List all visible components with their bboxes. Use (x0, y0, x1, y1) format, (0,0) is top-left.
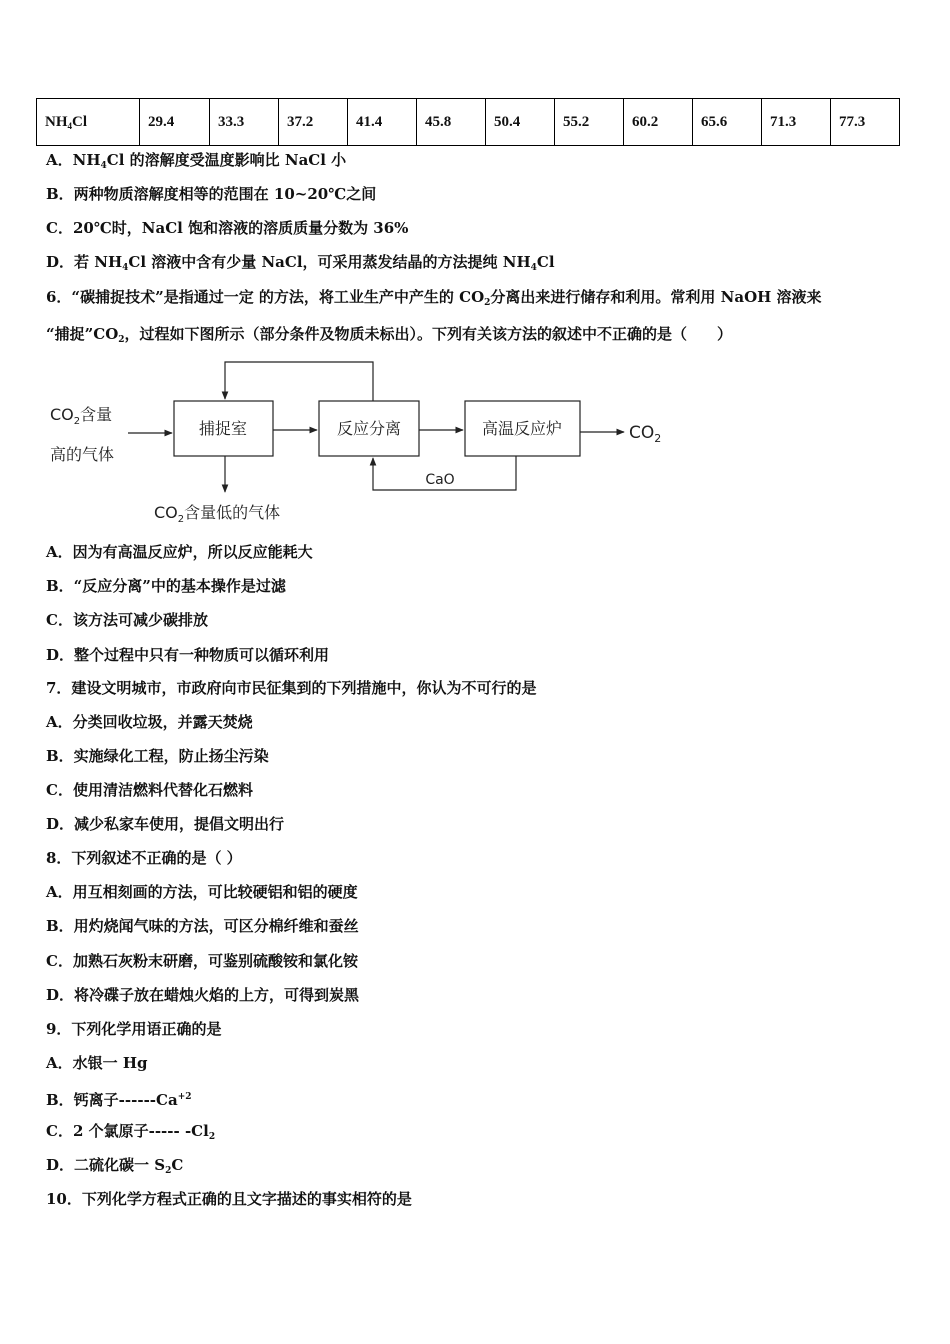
q6-option-b: B．“反应分离”中的基本操作是过滤 (46, 577, 286, 595)
q6-stem-line2: “捕捉$”CO_2$，过程如下图所示（部分条件及物质未标出）。下列有关该方法的叙述中不正确的是（ ） (46, 325, 733, 345)
table-row (37, 99, 900, 146)
low-co2-gas-label: $CO_2$含量低的气体 (154, 503, 281, 525)
cao-label: CaO (425, 472, 455, 488)
high-temp-furnace-label: 高温反应炉 (481, 419, 563, 438)
q7-option-c: C．使用清洁燃料代替化石燃料 (46, 781, 253, 799)
table-cell: 50.4 (486, 99, 555, 146)
solubility-table (36, 98, 900, 146)
input-gas-label-line1: $CO_2$含量 (50, 405, 113, 427)
q8-option-b: B．用灼烧闻气味的方法，可区分棉纤维和蚕丝 (46, 917, 359, 935)
q5-option-c: C．20℃时，NaCl 饱和溶液的溶质质量分数为 36% (46, 219, 409, 237)
table-cell: 71.3 (762, 99, 831, 146)
q8-option-d: D．将冷碟子放在蜡烛火焰的上方，可得到炭黑 (46, 986, 360, 1004)
q9-option-a: A．水银一 Hg (46, 1054, 148, 1072)
q8-stem: 8．下列叙述不正确的是（ ） (46, 849, 242, 867)
q6-option-d: D．整个过程中只有一种物质可以循环利用 (46, 646, 330, 664)
q6-option-c: C．该方法可减少碳排放 (46, 611, 208, 629)
input-gas-label-line2: 高的气体 (50, 445, 115, 464)
q7-stem: 7．建设文明城市，市政府向市民征集到的下列措施中，你认为不可行的是 (46, 679, 537, 697)
q8-option-a: A．用互相刻画的方法，可比较硬铝和铝的硬度 (46, 883, 358, 901)
q5-option-a: A．$NH_4Cl$ 的溶解度受温度影响比 NaCl 小 (46, 151, 347, 171)
table-cell: 45.8 (417, 99, 486, 146)
reaction-separation-label: 反应分离 (336, 419, 402, 438)
q6-option-a: A．因为有高温反应炉，所以反应能耗大 (46, 543, 313, 561)
capture-chamber-label: 捕捉室 (198, 419, 248, 438)
table-row-label: $NH_4Cl$ (37, 99, 140, 146)
recycle-loop-top (225, 362, 373, 401)
q7-option-a: A．分类回收垃圾，并露天焚烧 (46, 713, 253, 731)
table-cell: 29.4 (140, 99, 210, 146)
table-cell: 60.2 (624, 99, 693, 146)
table-cell: 55.2 (555, 99, 624, 146)
table-cell: 41.4 (348, 99, 417, 146)
table-cell: 33.3 (210, 99, 279, 146)
q6-stem-line1: 6．“碳捕捉技术”是指通过一定 的方法，将工业生产中产生的 $CO_2$分离出来进行储存和利用。常利用 NaOH 溶液来 (46, 288, 822, 308)
q10-stem: 10．下列化学方程式正确的且文字描述的事实相符的是 (46, 1190, 412, 1208)
q9-option-c: C．2 个氯原子----- $-Cl_2$ (46, 1122, 216, 1142)
output-co2-label: $CO_2$ (629, 423, 662, 445)
q9-option-b: B．钙离子$------Ca^{+2}$ (46, 1091, 192, 1109)
q5-option-b: B．两种物质溶解度相等的范围在 10~20℃之间 (46, 185, 377, 203)
q7-option-b: B．实施绿化工程，防止扬尘污染 (46, 747, 269, 765)
q7-option-d: D．减少私家车使用，提倡文明出行 (46, 815, 285, 833)
process-diagram (40, 360, 700, 530)
q5-option-d: D．若 $NH_4Cl$ 溶液中含有少量 NaCl，可采用蒸发结晶的方法提纯 $NH_4Cl$ (46, 253, 555, 273)
q9-option-d: D．二硫化碳一 $S_2C$ (46, 1156, 184, 1176)
q8-option-c: C．加熟石灰粉末研磨，可鉴别硫酸铵和氯化铵 (46, 952, 358, 970)
q9-stem: 9．下列化学用语正确的是 (46, 1020, 222, 1038)
table-cell: 77.3 (831, 99, 900, 146)
table-cell: 65.6 (693, 99, 762, 146)
table-cell: 37.2 (279, 99, 348, 146)
